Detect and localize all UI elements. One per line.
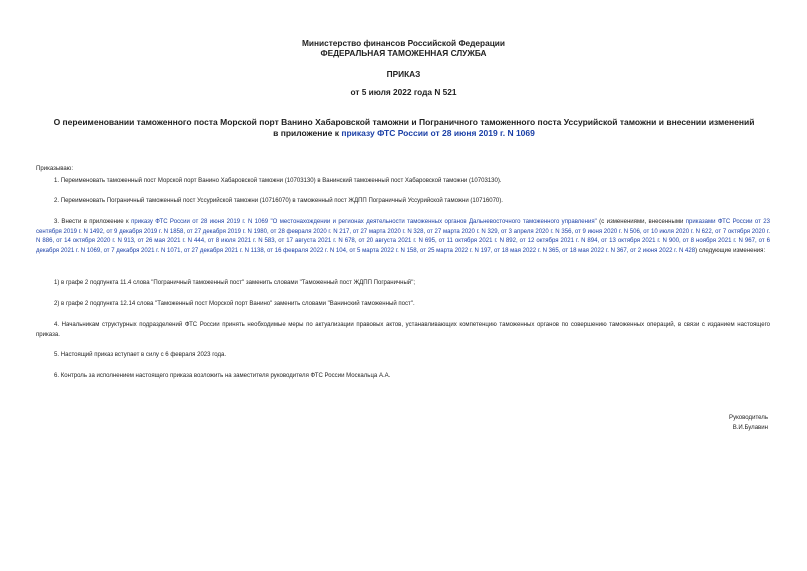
paragraph-3-mid: (с изменениями, внесенными — [596, 219, 686, 225]
paragraph-2-text: 2. Переименовать Пограничный таможенный пост Уссурийской таможни (10716070) в таможенный пост ЖДПП Пограничный Уссурийской таможни (10716070). — [54, 198, 503, 204]
paragraph-3-tail: ) следующие изменения: — [695, 248, 766, 255]
paragraph-6-text: 6. Контроль за исполнением настоящего приказа возложить на заместителя руководителя ФТС России Москальца А.А. — [54, 373, 391, 379]
document-type: ПРИКАЗ — [386, 69, 421, 79]
document-title — [36, 117, 772, 138]
signature-block — [568, 414, 768, 434]
paragraph-6 — [36, 372, 770, 382]
title-order-link[interactable]: приказу ФТС России от 28 июня 2019 г. N 1069 — [341, 127, 535, 138]
title-line-1: О переименовании таможенного поста Морской порт Ванино Хабаровской таможни и Пограничного таможенного поста Уссурийской таможни и внесении изменений — [53, 117, 755, 127]
signatory-position: Руководитель — [729, 415, 768, 421]
paragraph-3-item-2-text: 2) в графе 2 подпункта 12.14 слова "Таможенный пост Морской порт Ванино" заменить словами "Ванинский таможенный пост". — [54, 301, 415, 307]
paragraph-4 — [36, 321, 770, 340]
paragraph-3-item-1 — [36, 279, 770, 289]
paragraph-1-text: 1. Переименовать таможенный пост Морской порт Ванино Хабаровской таможни (10703130) в Ванинский таможенный пост Хабаровской таможни (10703130). — [54, 178, 502, 184]
paragraph-4-text: 4. Начальникам структурных подразделений ФТС России принять необходимые меры по актуализации правовых актов, устанавливающих компетенцию таможенных органов по совершению таможенных операций, в связи с изданием настоящего приказа. — [36, 322, 770, 338]
paragraph-2 — [36, 197, 770, 207]
title-line-2-prefix: в приложение к — [273, 127, 342, 138]
paragraph-5 — [36, 351, 770, 361]
signatory-name: В.И.Булавин — [732, 424, 768, 431]
paragraph-5-text: 5. Настоящий приказ вступает в силу с 6 февраля 2023 года. — [54, 352, 227, 358]
ministry-name: Министерство финансов Российской Федерации — [301, 38, 506, 48]
order-1069-link[interactable]: приказу ФТС России от 28 июня 2019 г. N 1069 "О местонахождении и регионах деятельности таможенных органов Дальневосточного таможенного управления" — [131, 219, 597, 225]
amending-orders-link[interactable]: приказами ФТС России от 23 сентября 2019 г. N 1492, от 9 декабря 2019 г. N 1858, от 27 декабря 2019 г. N 1980, от 28 февраля 2020 г. N 217, от 27 марта 2020 г. N 328, от 27 марта 2020 г. N 329, от 3 апреля 2020 г. N 356, от 9 июня 2020 г. N 506, от 10 июля 2020 г. N 622, от 7 октября 2020 г. N 886, от 14 октября 2020 г. N 913, от 26 мая 2021 г. N 444, от 8 июля 2021 г. N 583, от 17 августа 2021 г. N 678, от 20 августа 2021 г. N 695, от 11 октября 2021 г. N 892, от 12 октября 2021 г. N 894, от 13 октября 2021 г. N 900, от 8 ноября 2021 г. N 967, от 6 декабря 2021 г. N 1069, от 7 декабря 2021 г. N 1071, от 27 декабря 2021 г. N 1138, от 16 февраля 2022 г. N 104, от 5 марта 2022 г. N 158, от 25 марта 2022 г. N 197, от 18 мая 2022 г. N 365, от 18 мая 2022 г. N 367, от 2 июня 2022 г. N 428 — [36, 219, 770, 255]
paragraph-3-lead: 3. Внести в приложение к — [54, 219, 132, 225]
paragraph-1 — [36, 177, 770, 187]
intro-text: Приказываю: — [36, 166, 74, 172]
service-name: ФЕДЕРАЛЬНАЯ ТАМОЖЕННАЯ СЛУЖБА — [320, 48, 487, 58]
paragraph-3 — [36, 218, 770, 257]
document-date-number: от 5 июля 2022 года N 521 — [350, 87, 457, 97]
title-line-2 — [36, 128, 772, 139]
paragraph-3-item-1-text: 1) в графе 2 подпункта 11.4 слова "Пограничный таможенный пост" заменить словами "Таможенный пост ЖДПП Пограничный"; — [54, 280, 416, 286]
paragraph-3-item-2 — [36, 300, 770, 310]
